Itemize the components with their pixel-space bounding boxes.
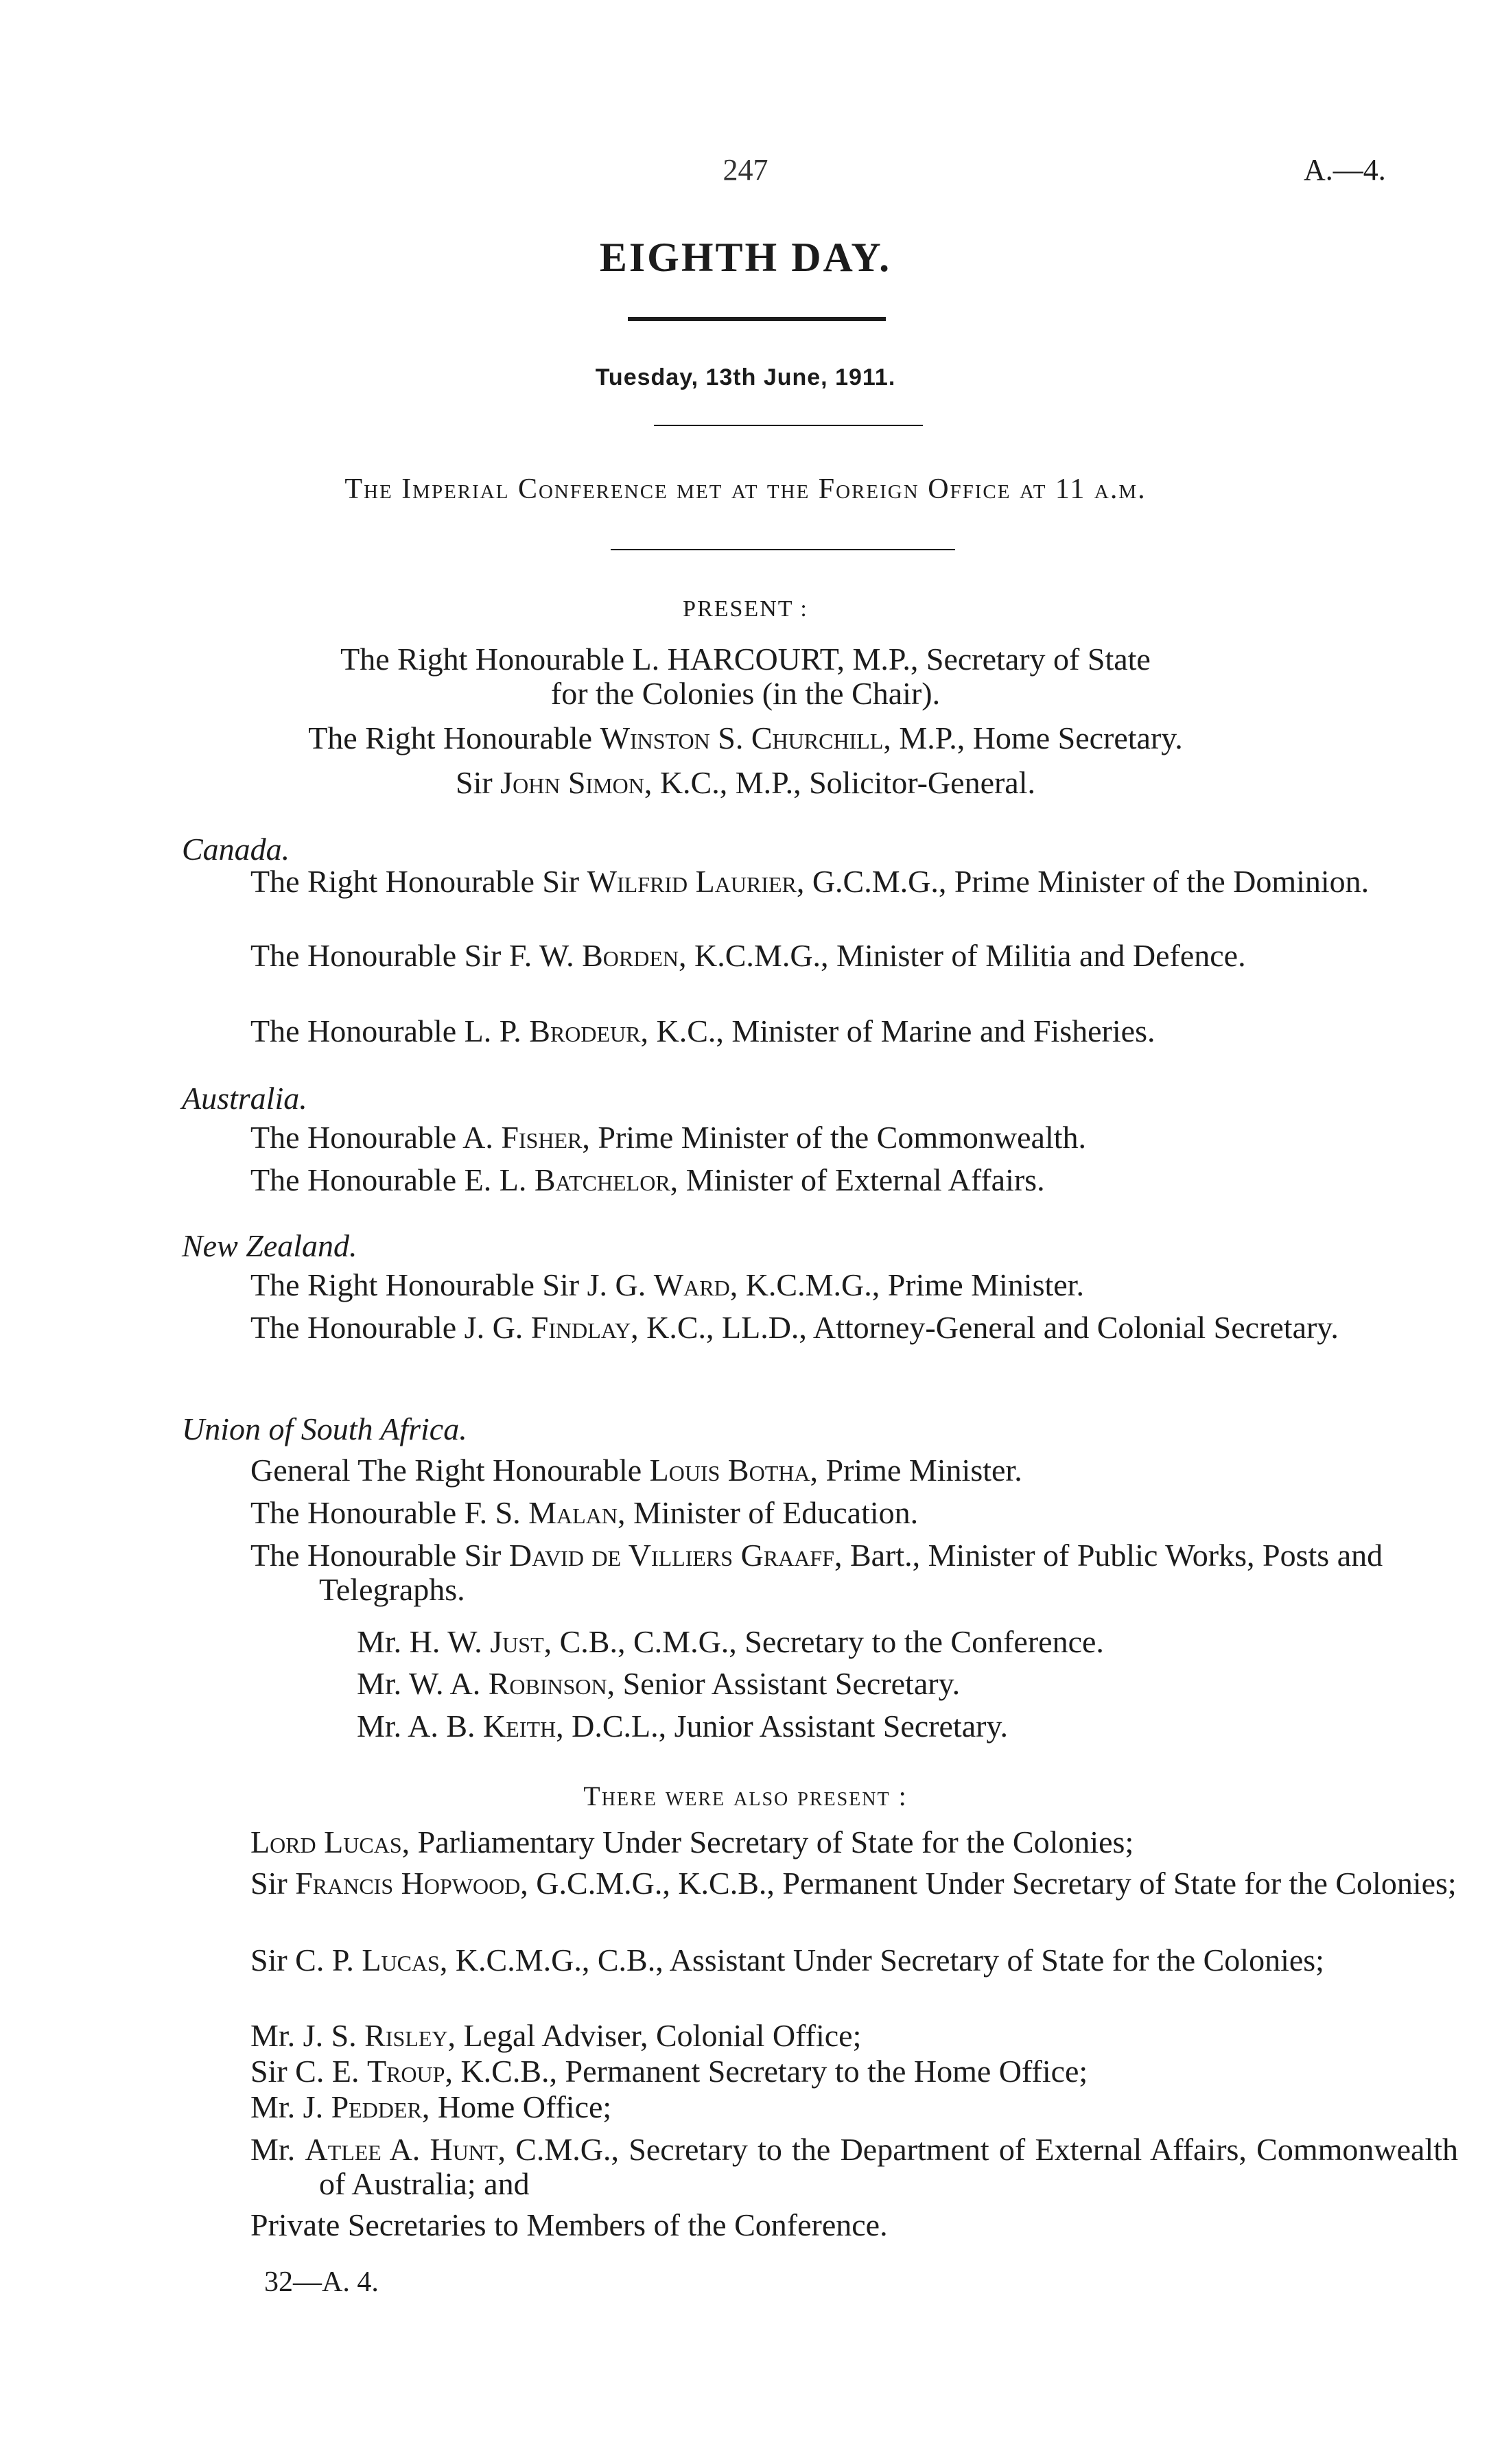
present-prefix: Sir	[455, 765, 501, 800]
member-suffix: , K.C.M.G., Prime Minister.	[729, 1267, 1084, 1302]
member-suffix: , Bart., Minister of Public Works, Posts and Telegraphs.	[319, 1538, 1383, 1607]
section-heading-canada: Canada.	[182, 832, 290, 867]
secretary-entry	[357, 1666, 960, 1702]
member-prefix: The Honourable J. G.	[250, 1310, 531, 1345]
member-name: Wilfrid Laurier	[587, 864, 797, 899]
member-suffix: , Prime Minister of the Commonwealth.	[582, 1120, 1087, 1155]
member-prefix: The Honourable Sir F. W.	[250, 938, 583, 973]
secretary-suffix: , D.C.L., Junior Assistant Secretary.	[556, 1709, 1008, 1744]
member-entry	[250, 1014, 1458, 1048]
member-entry	[250, 1496, 1458, 1530]
member-name: Brodeur	[529, 1013, 641, 1048]
attendee-entry	[250, 1943, 1458, 1978]
attendee-name: Lucas	[362, 1943, 440, 1978]
secretary-suffix: , Senior Assistant Secretary.	[607, 1666, 961, 1701]
attendee-prefix: Mr.	[250, 2132, 305, 2167]
member-suffix: , K.C., Minister of Marine and Fisheries.	[640, 1013, 1155, 1048]
secretary-prefix: Mr. H. W.	[357, 1624, 491, 1659]
member-suffix: , Minister of Education.	[617, 1495, 919, 1530]
present-simon	[0, 765, 1491, 801]
date-rule	[654, 425, 923, 426]
member-name: Findlay	[530, 1310, 631, 1345]
attendee-entry	[250, 2054, 1458, 2089]
member-suffix: , Minister of External Affairs.	[670, 1162, 1045, 1197]
attendee-entry	[250, 1825, 1458, 1859]
member-suffix: , G.C.M.G., Prime Minister of the Dominion.	[796, 864, 1370, 899]
title-rule	[628, 317, 886, 321]
also-present-label: There were also present :	[583, 1781, 908, 1811]
attendee-name: Francis Hopwood	[295, 1866, 521, 1901]
secretary-name: Robinson	[488, 1666, 607, 1701]
member-name: Fisher	[501, 1120, 583, 1155]
present-name: Winston S. Churchill	[600, 720, 884, 755]
member-name: Louis Botha	[649, 1453, 810, 1488]
meeting-rule	[611, 549, 955, 550]
attendee-prefix: Sir C. E.	[250, 2054, 367, 2089]
member-name: Ward	[653, 1267, 730, 1302]
attendee-suffix: , K.C.B., Permanent Secretary to the Home Office;	[445, 2054, 1088, 2089]
present-name: HARCOURT	[667, 642, 837, 677]
section-heading-south-africa: Union of South Africa.	[182, 1411, 467, 1446]
secretary-entry	[357, 1709, 1008, 1744]
attendee-suffix: , G.C.M.G., K.C.B., Permanent Under Secretary of State for the Colonies;	[520, 1866, 1457, 1901]
present-name: John Simon	[500, 765, 644, 800]
member-prefix: The Right Honourable Sir J. G.	[250, 1267, 654, 1302]
member-entry	[250, 1538, 1458, 1607]
present-harcourt-line2: for the Colonies (in the Chair).	[550, 676, 941, 711]
member-name: David de Villiers Graaff	[508, 1538, 834, 1573]
member-entry	[250, 1453, 1458, 1488]
member-name: Borden	[582, 938, 679, 973]
section-heading-australia: Australia.	[182, 1081, 307, 1116]
page-title: EIGHTH DAY.	[599, 235, 892, 280]
present-prefix: The Right Honourable	[308, 720, 600, 755]
member-name: Malan	[528, 1495, 618, 1530]
document-ref: A.—4.	[1304, 153, 1386, 187]
member-entry	[250, 1163, 1458, 1197]
present-prefix: The Right Honourable L.	[340, 642, 668, 677]
member-suffix: , Prime Minister.	[810, 1453, 1022, 1488]
member-name: Batchelor	[534, 1162, 670, 1197]
member-entry	[250, 1311, 1458, 1345]
member-prefix: The Honourable Sir	[250, 1538, 509, 1573]
member-entry	[250, 1268, 1458, 1302]
secretary-entry	[357, 1624, 1104, 1660]
secretary-prefix: Mr. A. B.	[357, 1709, 484, 1744]
secretary-suffix: , C.B., C.M.G., Secretary to the Conference.	[543, 1624, 1104, 1659]
present-suffix: , K.C., M.P., Solicitor-General.	[644, 765, 1036, 800]
section-heading-new-zealand: New Zealand.	[182, 1228, 357, 1263]
attendee-prefix: Mr. J.	[250, 2089, 331, 2124]
attendee-prefix: Mr. J. S.	[250, 2018, 365, 2053]
attendee-entry	[250, 2133, 1458, 2201]
present-suffix: , M.P., Secretary of State	[836, 642, 1151, 677]
secretary-name: Keith	[483, 1709, 556, 1744]
member-prefix: The Honourable E. L.	[250, 1162, 535, 1197]
attendee-entry	[250, 1866, 1458, 1901]
attendee-suffix: Private Secretaries to Members of the Conference.	[250, 2207, 888, 2242]
present-suffix: , M.P., Home Secretary.	[883, 720, 1183, 755]
attendee-suffix: , Legal Adviser, Colonial Office;	[447, 2018, 862, 2053]
member-entry	[250, 865, 1458, 899]
attendee-name: Troup	[366, 2054, 445, 2089]
member-entry	[250, 939, 1458, 973]
attendee-name: Lord Lucas	[250, 1824, 402, 1859]
member-prefix: The Right Honourable Sir	[250, 864, 587, 899]
member-prefix: General The Right Honourable	[250, 1453, 650, 1488]
attendee-prefix: Sir C. P.	[250, 1943, 362, 1978]
attendee-prefix: Sir	[250, 1866, 296, 1901]
meeting-date: Tuesday, 13th June, 1911.	[595, 364, 896, 390]
attendee-entry	[250, 2019, 1458, 2053]
member-entry	[250, 1120, 1458, 1155]
attendee-suffix: , K.C.M.G., C.B., Assistant Under Secretary of State for the Colonies;	[439, 1943, 1324, 1978]
member-suffix: , K.C., LL.D., Attorney-General and Colonial Secretary.	[631, 1310, 1339, 1345]
member-prefix: The Honourable A.	[250, 1120, 502, 1155]
secretary-name: Just	[490, 1624, 544, 1659]
attendee-entry	[250, 2090, 1458, 2124]
attendee-suffix: , Parliamentary Under Secretary of State for the Colonies;	[401, 1824, 1134, 1859]
member-suffix: , K.C.M.G., Minister of Militia and Defence.	[679, 938, 1246, 973]
attendee-name: Atlee A. Hunt	[305, 2132, 498, 2167]
attendee-entry	[250, 2208, 1458, 2242]
member-prefix: The Honourable L. P.	[250, 1013, 530, 1048]
present-harcourt	[0, 642, 1491, 677]
page-number: 247	[723, 153, 768, 187]
member-prefix: The Honourable F. S.	[250, 1495, 529, 1530]
attendee-name: Pedder	[331, 2089, 422, 2124]
signature-mark: 32—A. 4.	[264, 2266, 379, 2298]
attendee-suffix: , Home Office;	[421, 2089, 612, 2124]
attendee-name: Risley	[364, 2018, 448, 2053]
present-churchill	[0, 720, 1491, 756]
meeting-statement: The Imperial Conference met at the Foreign Office at 11 a.m.	[344, 473, 1147, 505]
secretary-prefix: Mr. W. A.	[357, 1666, 489, 1701]
present-label: PRESENT :	[683, 596, 808, 622]
attendee-suffix: , C.M.G., Secretary to the Department of External Affairs, Commonwealth of Australia; and	[319, 2132, 1459, 2201]
